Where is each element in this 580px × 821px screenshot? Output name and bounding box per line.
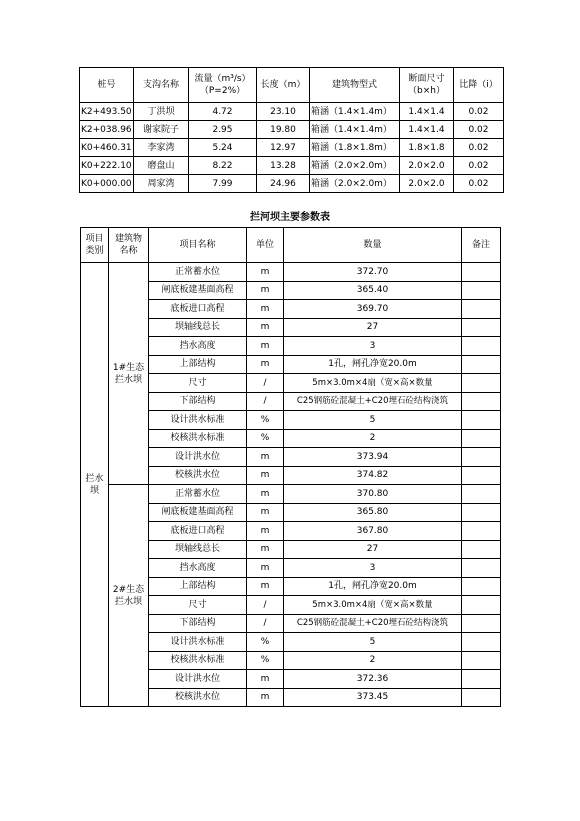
cell-remark [462, 596, 501, 615]
col-header-flow-line2: （P=2%） [199, 86, 246, 96]
table-row [81, 263, 501, 282]
cell-structure-type: 箱涵（2.0×2.0m） [310, 157, 400, 175]
cell-quantity: 3 [284, 559, 462, 578]
cell-unit: / [247, 392, 284, 411]
table-row [81, 485, 501, 504]
cell-item: 设计洪水标准 [149, 411, 247, 430]
cell-remark [462, 392, 501, 411]
cell-quantity: 373.94 [284, 448, 462, 467]
col-header-quantity: 数量 [284, 228, 462, 263]
cell-remark [462, 448, 501, 467]
cell-remark [462, 281, 501, 300]
cell-remark [462, 374, 501, 393]
cell-item: 上部结构 [149, 577, 247, 596]
cell-length: 12.97 [257, 139, 310, 157]
cell-unit: m [247, 670, 284, 689]
cell-remark [462, 651, 501, 670]
col-header-length: 长度（m） [257, 68, 310, 103]
cell-unit: m [247, 337, 284, 356]
cell-unit: m [247, 300, 284, 319]
cell-structure-type: 箱涵（2.0×2.0m） [310, 175, 400, 193]
cell-unit: m [247, 485, 284, 504]
cell-flow: 7.99 [189, 175, 257, 193]
cell-station: K0+222.10 [80, 157, 134, 175]
cell-quantity: 5 [284, 633, 462, 652]
cell-item: 坝轴线总长 [149, 540, 247, 559]
cell-remark [462, 485, 501, 504]
cell-item: 尺寸 [149, 596, 247, 615]
cell-quantity: 2 [284, 651, 462, 670]
cell-gully-name: 周家湾 [134, 175, 189, 193]
cell-structure-type: 箱涵（1.4×1.4m） [310, 103, 400, 121]
cell-gully-name: 丁洪坝 [134, 103, 189, 121]
cell-flow: 8.22 [189, 157, 257, 175]
cell-unit: % [247, 411, 284, 430]
building-name-line: 拦水坝 [114, 596, 142, 607]
cell-item: 闸底板建基面高程 [149, 503, 247, 522]
dam-table-header [81, 228, 501, 263]
cell-unit: % [247, 633, 284, 652]
cell-quantity: 27 [284, 540, 462, 559]
cell-item: 校核洪水位 [149, 466, 247, 485]
cell-remark [462, 411, 501, 430]
cell-item: 底板进口高程 [149, 522, 247, 541]
cell-item: 设计洪水位 [149, 670, 247, 689]
cell-item: 正常蓄水位 [149, 485, 247, 504]
cell-unit: m [247, 281, 284, 300]
cell-slope: 0.02 [454, 175, 504, 193]
cell-unit: m [247, 355, 284, 374]
col-header-section [400, 68, 454, 103]
cell-item: 挡水高度 [149, 559, 247, 578]
cell-quantity: 374.82 [284, 466, 462, 485]
cell-item: 闸底板建基面高程 [149, 281, 247, 300]
cell-quantity: 365.80 [284, 503, 462, 522]
col-header-flow [189, 68, 257, 103]
col-header-category-line1: 项目 [85, 234, 104, 244]
dam-table-title: 拦河坝主要参数表 [250, 212, 330, 223]
cell-item: 校核洪水标准 [149, 429, 247, 448]
cell-remark [462, 300, 501, 319]
cell-quantity: 2 [284, 429, 462, 448]
col-header-item: 项目名称 [149, 228, 247, 263]
cell-quantity: 370.80 [284, 485, 462, 504]
cell-length: 13.28 [257, 157, 310, 175]
category-line: 坝 [89, 485, 99, 496]
col-header-structure-type: 建筑物型式 [310, 68, 400, 103]
col-header-remark: 备注 [462, 228, 501, 263]
col-header-building [109, 228, 149, 263]
cell-quantity: 365.40 [284, 281, 462, 300]
cell-item: 校核洪水位 [149, 688, 247, 707]
col-header-flow-line1: 流量（m³/s） [194, 74, 251, 84]
cell-flow: 5.24 [189, 139, 257, 157]
cell-quantity: 372.36 [284, 670, 462, 689]
cell-item: 设计洪水标准 [149, 633, 247, 652]
cell-item: 设计洪水位 [149, 448, 247, 467]
cell-unit: m [247, 688, 284, 707]
cell-section: 1.4×1.4 [400, 103, 454, 121]
cell-unit: m [247, 263, 284, 282]
cell-quantity: 3 [284, 337, 462, 356]
cell-item: 下部结构 [149, 614, 247, 633]
cell-item: 坝轴线总长 [149, 318, 247, 337]
cell-remark [462, 670, 501, 689]
cell-unit: / [247, 374, 284, 393]
cell-remark [462, 577, 501, 596]
col-header-gully-name: 支沟名称 [134, 68, 189, 103]
cell-remark [462, 614, 501, 633]
cell-remark [462, 355, 501, 374]
cell-section: 2.0×2.0 [400, 157, 454, 175]
cell-unit: m [247, 448, 284, 467]
cell-gully-name: 谢家院子 [134, 121, 189, 139]
cell-length: 23.10 [257, 103, 310, 121]
table-row [80, 121, 504, 139]
cell-quantity: 5m×3.0m×4扇（宽×高×数量 [284, 374, 462, 393]
cell-building-name [109, 485, 149, 707]
cell-quantity: 369.70 [284, 300, 462, 319]
col-header-building-line1: 建筑物 [114, 234, 142, 244]
col-header-building-line2: 名称 [119, 246, 138, 256]
cell-unit: / [247, 596, 284, 615]
cell-quantity: 1孔，闸孔净宽20.0m [284, 355, 462, 374]
cell-item: 正常蓄水位 [149, 263, 247, 282]
table-row [80, 175, 504, 193]
col-header-category-line2: 类别 [85, 246, 104, 256]
cell-remark [462, 503, 501, 522]
cell-unit: m [247, 503, 284, 522]
cell-item: 上部结构 [149, 355, 247, 374]
cell-item: 尺寸 [149, 374, 247, 393]
cell-unit: % [247, 651, 284, 670]
table-row [80, 139, 504, 157]
cell-quantity: 372.70 [284, 263, 462, 282]
cell-building-name [109, 263, 149, 485]
cell-gully-name: 李家湾 [134, 139, 189, 157]
cell-remark [462, 429, 501, 448]
cell-item: 校核洪水标准 [149, 651, 247, 670]
cell-quantity: 5m×3.0m×4扇（宽×高×数量 [284, 596, 462, 615]
cell-section: 1.4×1.4 [400, 121, 454, 139]
col-header-station: 桩号 [80, 68, 134, 103]
cell-length: 24.96 [257, 175, 310, 193]
table-row [80, 157, 504, 175]
cell-structure-type: 箱涵（1.8×1.8m） [310, 139, 400, 157]
cell-section: 1.8×1.8 [400, 139, 454, 157]
building-name-line: 1#生态 [112, 362, 145, 373]
cell-slope: 0.02 [454, 139, 504, 157]
cell-station: K0+000.00 [80, 175, 134, 193]
cell-station: K2+493.50 [80, 103, 134, 121]
cell-slope: 0.02 [454, 157, 504, 175]
col-header-section-line1: 断面尺寸 [408, 74, 445, 84]
cell-unit: m [247, 577, 284, 596]
cell-flow: 2.95 [189, 121, 257, 139]
cell-unit: m [247, 522, 284, 541]
cell-item: 挡水高度 [149, 337, 247, 356]
cell-unit: % [247, 429, 284, 448]
cell-category [81, 263, 109, 707]
cell-remark [462, 559, 501, 578]
cell-station: K2+038.96 [80, 121, 134, 139]
cell-slope: 0.02 [454, 121, 504, 139]
cell-remark [462, 688, 501, 707]
table-row [80, 103, 504, 121]
culvert-table-header [80, 68, 504, 103]
col-header-section-line2: （b×h） [408, 86, 445, 96]
cell-quantity: C25钢筋砼混凝土+C20埋石砼结构浇筑 [284, 392, 462, 411]
building-name-line: 2#生态 [112, 584, 145, 595]
cell-station: K0+460.31 [80, 139, 134, 157]
cell-remark [462, 337, 501, 356]
category-line: 拦水 [85, 473, 104, 484]
building-name-line: 拦水坝 [114, 374, 142, 385]
cell-remark [462, 633, 501, 652]
cell-quantity: 5 [284, 411, 462, 430]
cell-item: 底板进口高程 [149, 300, 247, 319]
cell-unit: m [247, 540, 284, 559]
cell-quantity: C25钢筋砼混凝土+C20埋石砼结构浇筑 [284, 614, 462, 633]
col-header-category [81, 228, 109, 263]
cell-quantity: 1孔，闸孔净宽20.0m [284, 577, 462, 596]
cell-remark [462, 318, 501, 337]
cell-slope: 0.02 [454, 103, 504, 121]
dam-parameter-table [80, 227, 501, 707]
cell-quantity: 373.45 [284, 688, 462, 707]
culvert-table [79, 67, 504, 193]
cell-quantity: 367.80 [284, 522, 462, 541]
cell-unit: m [247, 318, 284, 337]
col-header-unit: 单位 [247, 228, 284, 263]
col-header-slope: 比降（i） [454, 68, 504, 103]
cell-quantity: 27 [284, 318, 462, 337]
cell-structure-type: 箱涵（1.4×1.4m） [310, 121, 400, 139]
cell-item: 下部结构 [149, 392, 247, 411]
cell-section: 2.0×2.0 [400, 175, 454, 193]
cell-remark [462, 263, 501, 282]
cell-remark [462, 466, 501, 485]
cell-unit: m [247, 466, 284, 485]
cell-remark [462, 522, 501, 541]
cell-remark [462, 540, 501, 559]
cell-gully-name: 磨盘山 [134, 157, 189, 175]
cell-unit: m [247, 559, 284, 578]
cell-length: 19.80 [257, 121, 310, 139]
cell-flow: 4.72 [189, 103, 257, 121]
cell-unit: / [247, 614, 284, 633]
